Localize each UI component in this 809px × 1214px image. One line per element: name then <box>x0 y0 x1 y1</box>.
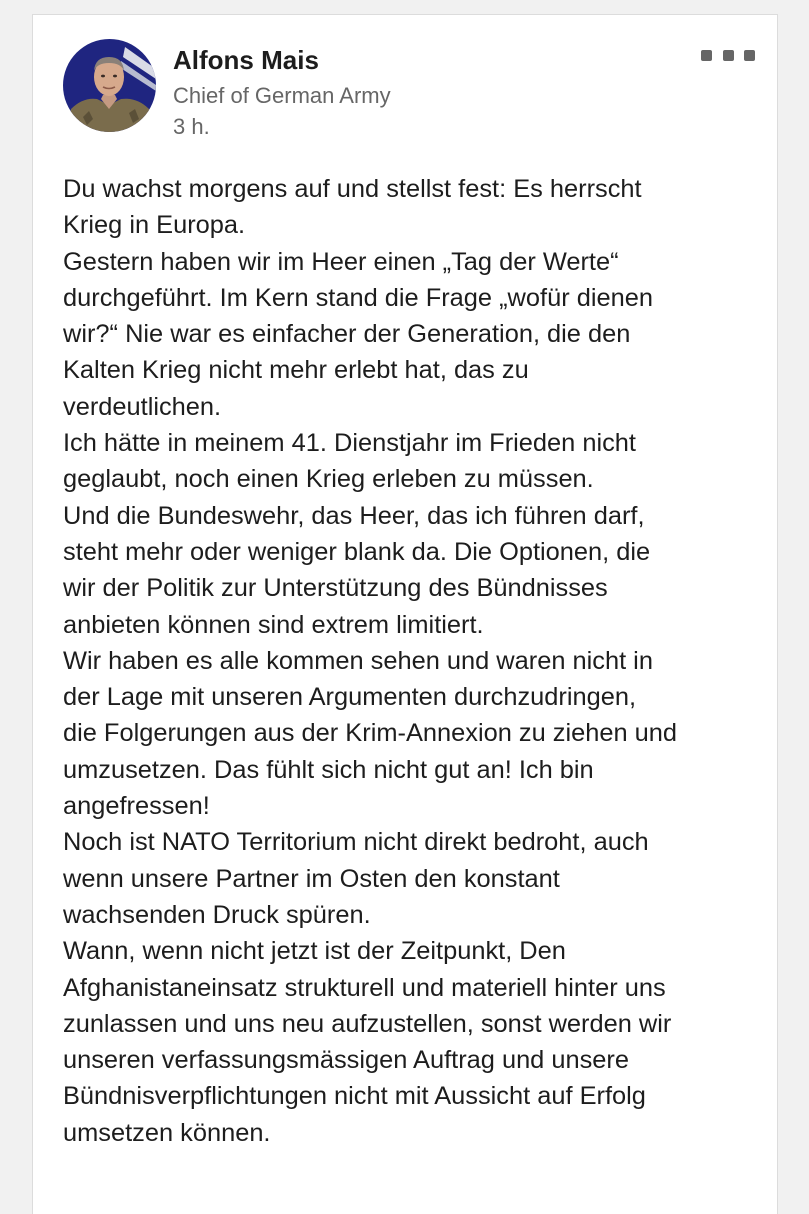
post-timestamp: 3 h. <box>173 114 210 139</box>
post-text <box>63 171 763 1151</box>
post-text-line: wenn unsere Partner im Osten den konstant <box>63 864 560 893</box>
more-horizontal-icon <box>701 50 712 61</box>
post-text-line: Afghanistaneinsatz strukturell und materiell hinter uns <box>63 973 666 1002</box>
post-text-line: Noch ist NATO Territorium nicht direkt bedroht, auch <box>63 828 649 857</box>
post-text-line: unseren verfassungsmässigen Auftrag und unsere <box>63 1046 629 1075</box>
post-text-line: umsetzen können. <box>63 1118 271 1147</box>
post-text-line: Wir haben es alle kommen sehen und waren nicht in <box>63 646 653 675</box>
post-text-line: Bündnisverpflichtungen nicht mit Aussicht auf Erfolg <box>63 1082 646 1111</box>
post-text-line: durchgeführt. Im Kern stand die Frage „wofür dienen <box>63 283 653 312</box>
post-text-line: wachsenden Druck spüren. <box>63 900 371 929</box>
post-text-line: Ich hätte in meinem 41. Dienstjahr im Frieden nicht <box>63 429 636 458</box>
post-text-line: steht mehr oder weniger blank da. Die Optionen, die <box>63 537 651 566</box>
more-horizontal-icon <box>723 50 734 61</box>
post-text-line: zunlassen und uns neu aufzustellen, sonst werden wir <box>63 1009 672 1038</box>
author-title: Chief of German Army <box>173 83 391 108</box>
post-text-line: anbieten können sind extrem limitiert. <box>63 610 484 639</box>
avatar[interactable] <box>63 39 156 132</box>
post-text-line: Krieg in Europa. <box>63 211 246 240</box>
more-horizontal-icon <box>744 50 755 61</box>
post-text-line: geglaubt, noch einen Krieg erleben zu müssen. <box>63 465 594 494</box>
more-options-button[interactable] <box>701 41 755 69</box>
post-text-line: Und die Bundeswehr, das Heer, das ich führen darf, <box>63 501 645 530</box>
post-card <box>32 14 778 1214</box>
post-text-line: umzusetzen. Das fühlt sich nicht gut an! Ich bin <box>63 755 594 784</box>
post-text-line: die Folgerungen aus der Krim-Annexion zu ziehen und <box>63 719 677 748</box>
post-text-line: verdeutlichen. <box>63 392 222 421</box>
post-text-line: der Lage mit unseren Argumenten durchzudringen, <box>63 683 637 712</box>
post-text-line: Kalten Krieg nicht mehr erlebt hat, das zu <box>63 356 529 385</box>
post-text-line: Du wachst morgens auf und stellst fest: Es herrscht <box>63 175 642 203</box>
post-text-line: wir?“ Nie war es einfacher der Generation, die den <box>63 320 631 349</box>
post-text-line: Wann, wenn nicht jetzt ist der Zeitpunkt, Den <box>63 937 566 966</box>
post-text-line: Gestern haben wir im Heer einen „Tag der Werte“ <box>63 247 619 276</box>
post-text-line: wir der Politik zur Unterstützung des Bündnisses <box>63 574 608 603</box>
post-text-line: angefressen! <box>63 792 210 821</box>
author-name[interactable]: Alfons Mais <box>173 45 319 75</box>
